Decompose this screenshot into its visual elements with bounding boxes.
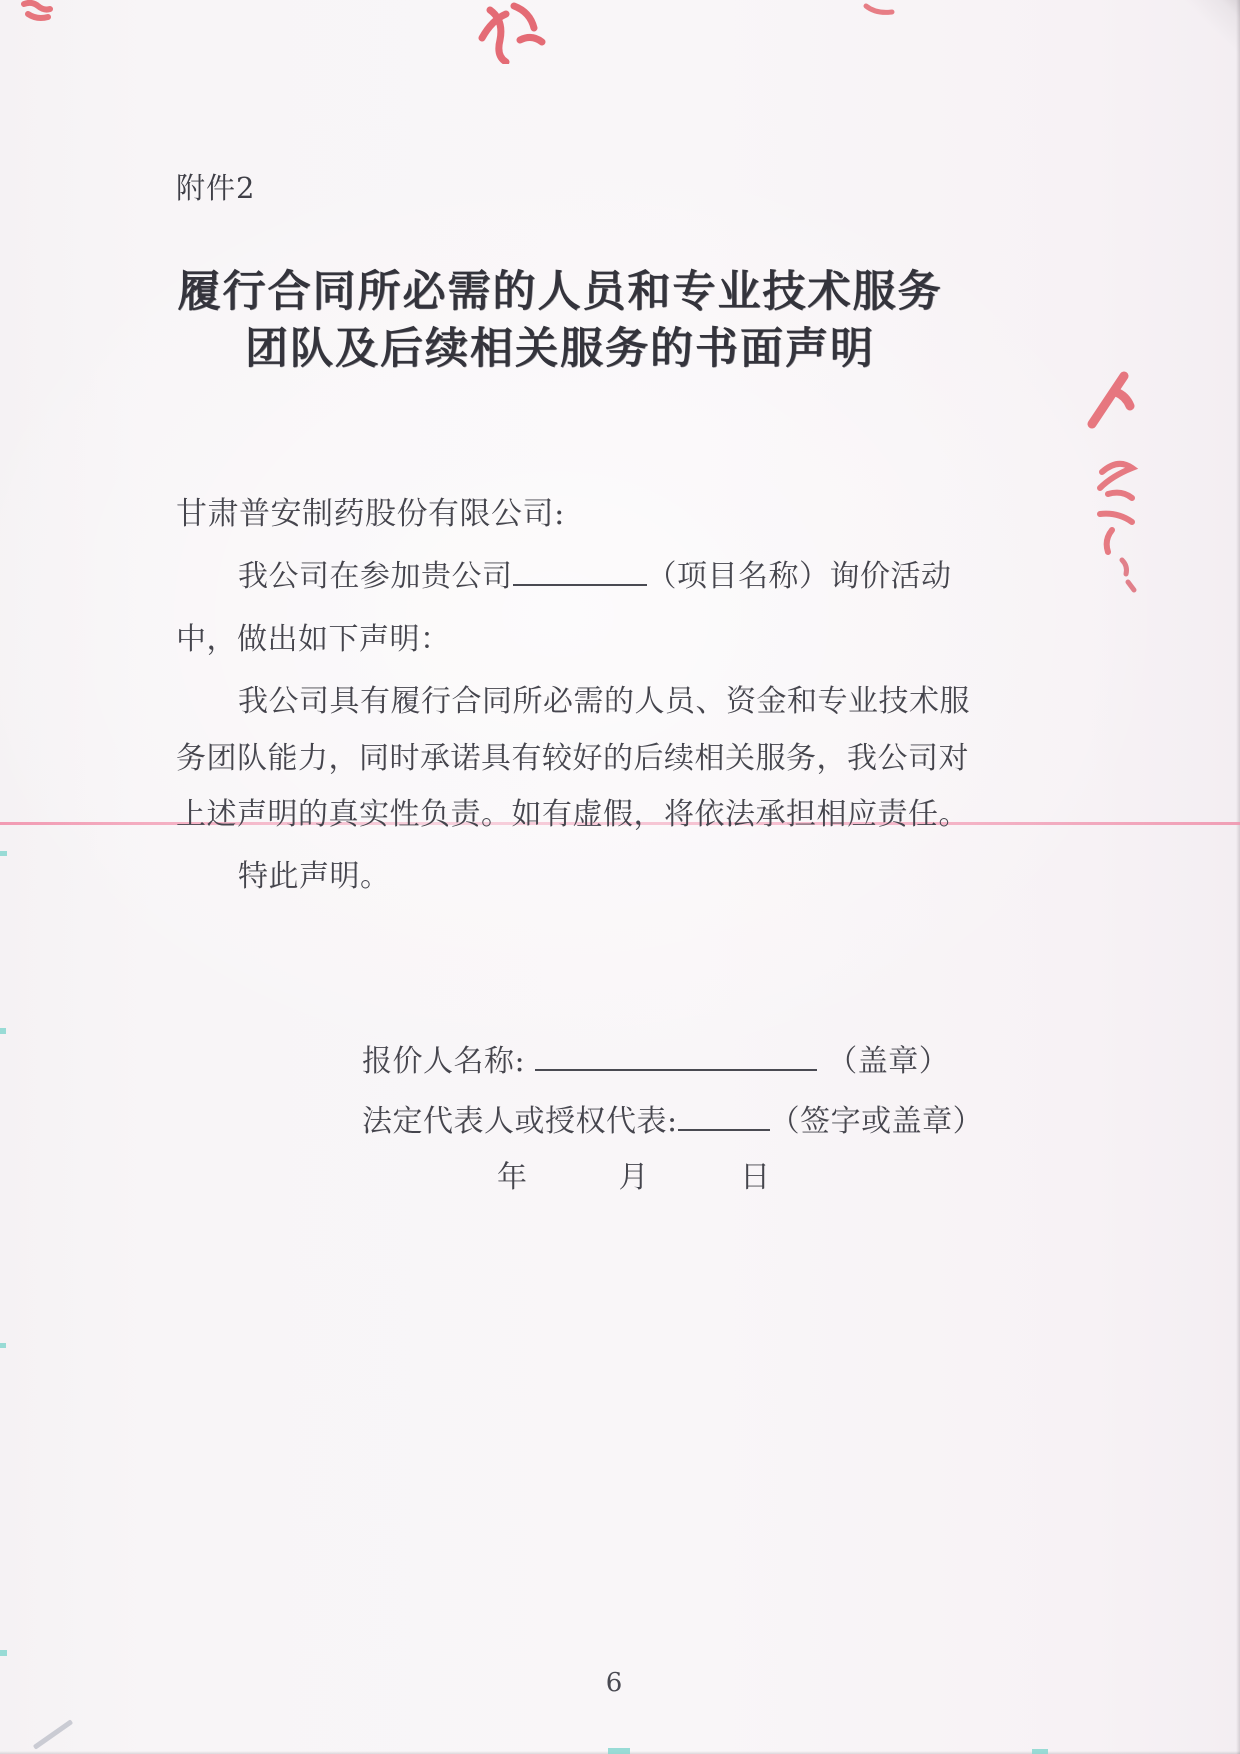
red-stamp-fragment — [1078, 362, 1140, 597]
red-ink-artifact-top-center — [470, 0, 550, 64]
teal-scan-mark — [0, 1650, 7, 1656]
scan-corner-shading — [1120, 0, 1240, 70]
representative-label: 法定代表人或授权代表: — [362, 1104, 678, 1139]
paragraph1-line2: 中，做出如下声明： — [176, 622, 451, 657]
teal-scan-mark — [608, 1748, 630, 1754]
signature-bidder-row — [362, 1036, 949, 1080]
paragraph1-after-blank: （项目名称）询价活动 — [646, 559, 952, 594]
teal-scan-mark — [0, 1028, 6, 1034]
paragraph1-line1 — [238, 551, 952, 595]
date-month-label: 月 — [618, 1160, 649, 1195]
page-number: 6 — [605, 1668, 623, 1698]
paragraph1-prefix: 我公司在参加贵公司 — [238, 559, 513, 594]
representative-seal-note: （签字或盖章） — [769, 1104, 984, 1139]
bidder-seal-note: （盖章） — [827, 1044, 950, 1079]
title-line-1: 履行合同所必需的人员和专业技术服务 — [177, 267, 943, 317]
closing-statement: 特此声明。 — [238, 859, 391, 894]
paragraph2-line3: 上述声明的真实性负责。如有虚假，将依法承担相应责任。 — [176, 797, 969, 832]
scan-edge-right — [1236, 0, 1240, 1754]
paragraph2-line2: 务团队能力，同时承诺具有较好的后续相关服务，我公司对 — [176, 741, 969, 776]
signature-representative-row — [362, 1096, 983, 1140]
teal-scan-mark — [0, 851, 7, 856]
teal-scan-mark — [1032, 1749, 1048, 1754]
date-year-label: 年 — [497, 1160, 527, 1195]
teal-scan-mark — [0, 1343, 6, 1348]
bidder-name-label: 报价人名称: — [362, 1044, 526, 1079]
gray-scan-smudge — [33, 1719, 74, 1749]
blank-bidder-name — [535, 1039, 817, 1071]
blank-project-name — [513, 554, 647, 586]
blank-representative — [678, 1099, 770, 1131]
signature-date-row — [497, 1152, 770, 1196]
attachment-label: 附件2 — [176, 171, 256, 205]
document-title — [0, 264, 1120, 378]
paragraph2-line1: 我公司具有履行合同所必需的人员、资金和专业技术服 — [238, 684, 970, 719]
salutation: 甘肃普安制药股份有限公司: — [176, 496, 565, 532]
red-ink-artifact-top-left — [18, 0, 58, 28]
red-ink-artifact-top-right — [862, 0, 898, 20]
date-day-label: 日 — [740, 1160, 771, 1195]
title-line-2: 团队及后续相关服务的书面声明 — [245, 324, 875, 374]
